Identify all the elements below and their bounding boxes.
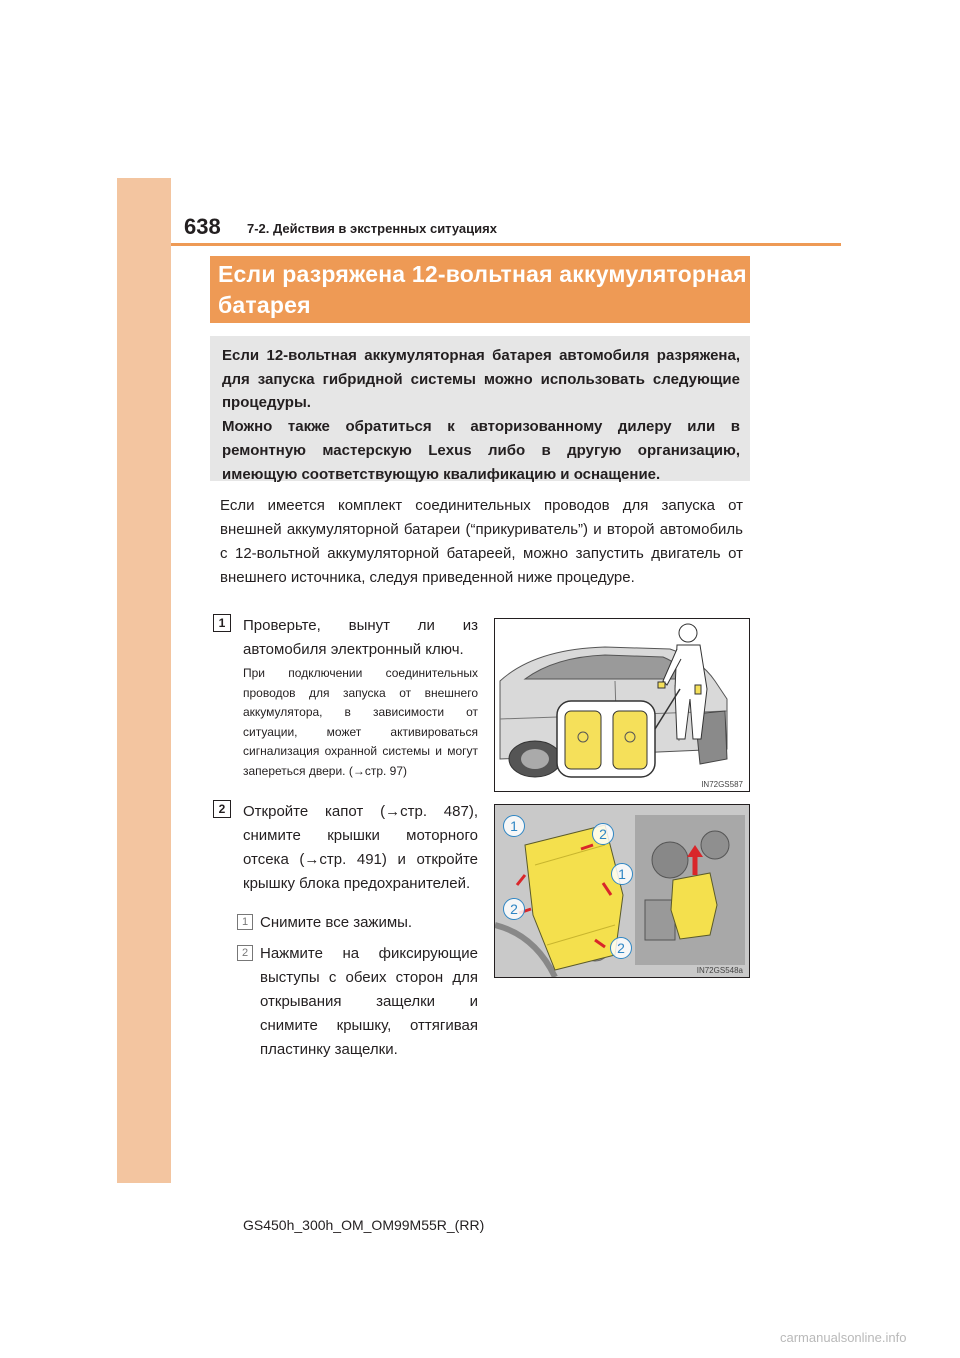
- step-2-text: Откройте капот (→стр. 487), снимите крышки моторного отсека (→стр. 491) и откройте крышку блока предохранителей.: [243, 803, 478, 892]
- watermark: carmanualsonline.info: [780, 1330, 907, 1345]
- step-1-note: При подключении соединительных проводов для запуска от внешнего аккумулятора, в зависимости от ситуации, может активироваться сигнализация охранной системы и могут запереться двери. (→стр. 97): [243, 666, 478, 778]
- step-number-1: 1: [213, 614, 231, 632]
- substep-number-1: 1: [237, 914, 253, 930]
- callout-1b: 1: [611, 863, 633, 885]
- step-number-2: 2: [213, 800, 231, 818]
- figure-car-key-check: [494, 618, 750, 792]
- substep-1-text: Снимите все зажимы.: [260, 914, 413, 931]
- footer-model-code: GS450h_300h_OM_OM99M55R_(RR): [243, 1217, 485, 1233]
- car-key-illustration: [495, 619, 749, 791]
- callout-2b: 2: [503, 898, 525, 920]
- figure-fuse-box: [494, 804, 750, 978]
- figure-code: IN72GS587: [701, 780, 743, 789]
- page-title-line1: Если разряжена 12-вольтная аккумуляторная: [218, 261, 747, 287]
- intro-para-2: Можно также обратиться к авторизованному дилеру или в ремонтную мастерскую Lexus либо в другую организацию, имеющую соответствующую квалификацию и оснащение.: [222, 418, 740, 483]
- body-paragraph: Если имеется комплект соединительных проводов для запуска от внешней аккумуляторной батареи (“прикуриватель”) и второй автомобиль с 12-вольтной аккумуляторной батареей, можно запустить двигатель от внешнего источника, следуя приведенной ниже процедуре.: [220, 497, 743, 586]
- step-1-text: Проверьте, вынут ли из автомобиля электронный ключ.: [243, 617, 478, 658]
- side-tab-strip: [117, 178, 171, 1183]
- section-title: 7-2. Действия в экстренных ситуациях: [247, 221, 497, 236]
- intro-box: [210, 336, 750, 481]
- substep-number-2: 2: [237, 945, 253, 961]
- intro-para-1: Если 12-вольтная аккумуляторная батарея автомобиля разряжена, для запуска гибридной системы можно использовать следующие процедуры.: [222, 347, 740, 412]
- header-divider: [171, 243, 841, 246]
- callout-2a: 2: [592, 823, 614, 845]
- substep-2-text: Нажмите на фиксирующие выступы с обеих сторон для открывания защелки и снимите крышку, оттягивая пластинку защелки.: [260, 945, 478, 1058]
- page-title-line2: батарея: [218, 292, 311, 318]
- page-number: 638: [184, 214, 221, 239]
- callout-1a: 1: [503, 815, 525, 837]
- page-title: [210, 256, 750, 323]
- callout-2c: 2: [610, 937, 632, 959]
- figure-code-2: IN72GS548a: [696, 966, 743, 975]
